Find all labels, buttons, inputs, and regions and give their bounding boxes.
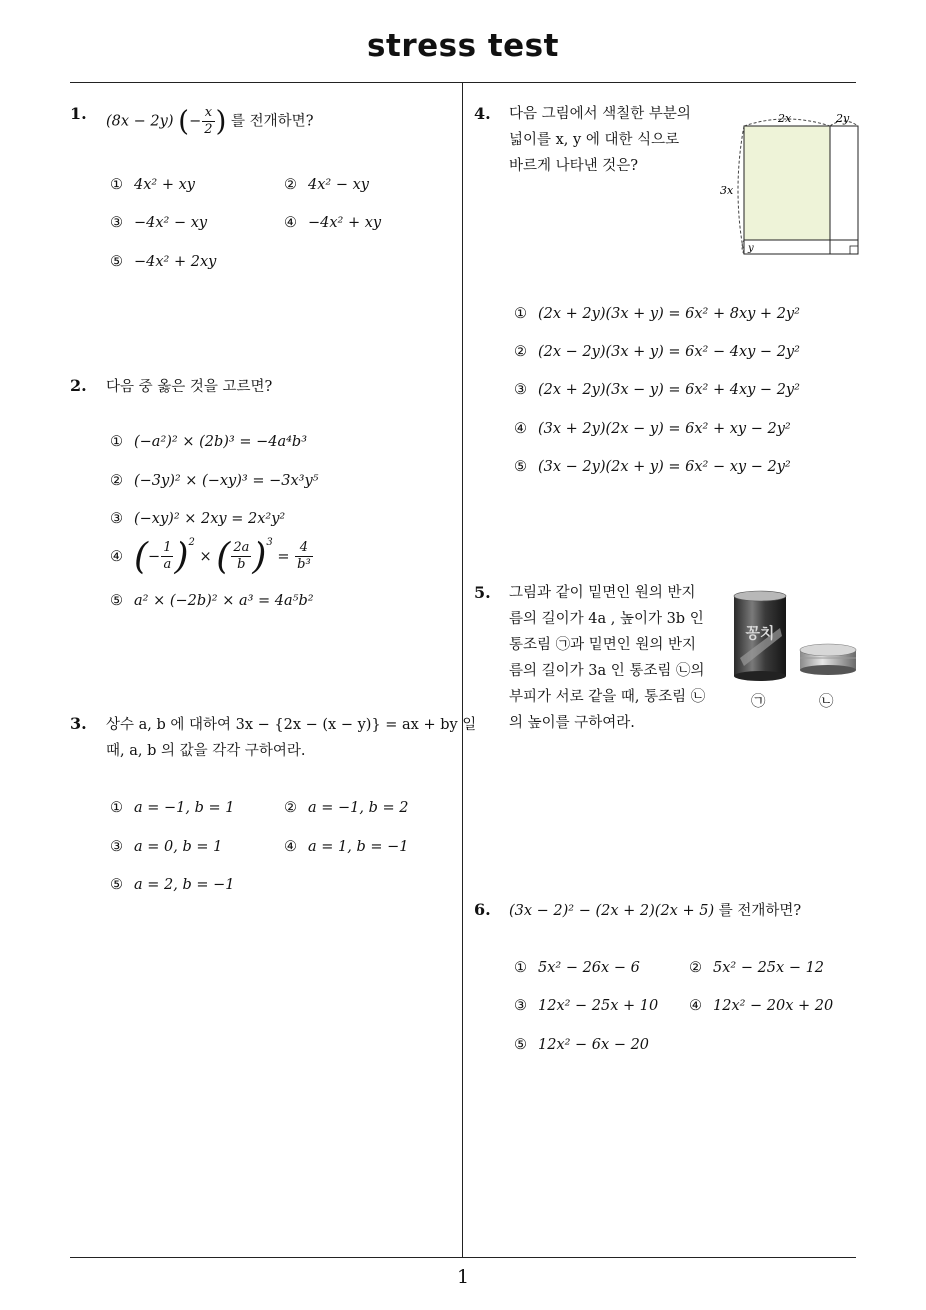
q1-option-5[interactable]: ⑤ −4x² + 2xy xyxy=(110,254,217,270)
q3-option-4[interactable]: ④ a = 1, b = −1 xyxy=(284,839,409,855)
q6-option-4[interactable]: ④ 12x² − 20x + 20 xyxy=(689,998,834,1014)
q5-can-label-1: ㉠ xyxy=(751,694,766,710)
q5-stem: 그림과 같이 밑면인 원의 반지 름의 길이가 4a , 높이가 3b 인 통조림 ㉠과 밑면인 원의 반지 름의 길이가 3a 인 통조림 ㉡의 부피가 서로 같을 때, 통조림 ㉡ 의 높이를 구하여라. xyxy=(509,585,706,731)
q4-label-bottom: y xyxy=(748,243,754,254)
q4-option-1[interactable]: ① (2x + 2y)(3x + y) = 6x² + 8xy + 2y² xyxy=(514,306,800,322)
q3-option-5[interactable]: ⑤ a = 2, b = −1 xyxy=(110,877,235,893)
q2-option-4[interactable]: ④ (− $\frac{1}{a}$ )$^2$ × ( $\frac{2a}{b}$ )$^3$ = $\frac{4}{\text{b³}}$ xyxy=(110,536,311,577)
q4-stem: 다음 그림에서 색칠한 부분의 넓이를 x, y 에 대한 식으로 바르게 나타낸 것은? xyxy=(509,106,691,174)
q4-label-top1: 2x xyxy=(778,112,792,125)
q1-frac-num: x xyxy=(202,105,214,122)
svg-text:꽁치: 꽁치 xyxy=(745,624,775,642)
page-number: 1 xyxy=(456,1266,470,1288)
q3-option-1[interactable]: ① a = −1, b = 1 xyxy=(110,800,235,816)
q4-label-top2: 2y xyxy=(836,112,850,125)
q4-option-2[interactable]: ② (2x − 2y)(3x + y) = 6x² − 4xy − 2y² xyxy=(514,344,800,360)
q6-number: 6. xyxy=(474,900,491,919)
q1-option-1[interactable]: ① 4x² + xy xyxy=(110,177,195,193)
q1-frac-den: 2 xyxy=(204,122,213,137)
q4-number: 4. xyxy=(474,104,491,123)
q2-option-2[interactable]: ② (−3y)² × (−xy)³ = −3x³y⁵ xyxy=(110,473,319,489)
q6-option-1[interactable]: ① 5x² − 26x − 6 xyxy=(514,960,640,976)
q6-option-5[interactable]: ⑤ 12x² − 6x − 20 xyxy=(514,1037,650,1053)
page-title: stress test xyxy=(367,28,559,64)
q5-number: 5. xyxy=(474,583,491,602)
q1-stem-prefix: (8x − 2y) xyxy=(106,113,174,130)
q6-stem: (3x − 2)² − (2x + 2)(2x + 5) 를 전개하면? xyxy=(509,903,802,919)
q2-stem: 다음 중 옳은 것을 고르면? xyxy=(106,379,273,395)
q6-option-2[interactable]: ② 5x² − 25x − 12 xyxy=(689,960,825,976)
q1-option-3[interactable]: ③ −4x² − xy xyxy=(110,215,208,231)
q2-option-3[interactable]: ③ (−xy)² × 2xy = 2x²y² xyxy=(110,511,286,527)
q1-option-4[interactable]: ④ −4x² + xy xyxy=(284,215,382,231)
q4-shaded-region xyxy=(744,126,830,240)
short-can-icon xyxy=(800,644,856,675)
q2-option-1[interactable]: ① (−a²)² × (2b)³ = −4a⁴b³ xyxy=(110,434,308,450)
q3-stem: 상수 a, b 에 대하여 3x − {2x − (x − y)} = ax + by 일 때, a, b 의 값을 각각 구하여라. xyxy=(106,717,477,759)
q4-rectangle-figure xyxy=(716,106,862,262)
q3-option-2[interactable]: ② a = −1, b = 2 xyxy=(284,800,409,816)
footer-rule xyxy=(70,1257,856,1258)
q2-number: 2. xyxy=(70,376,87,395)
q3-number: 3. xyxy=(70,714,87,733)
q4-label-left: 3x xyxy=(720,184,734,197)
column-divider xyxy=(462,82,463,1258)
q1-option-2[interactable]: ② 4x² − xy xyxy=(284,177,369,193)
q1-stem: (8x − 2y) (− $\frac{x}{2}$ ) 를 전개하면? xyxy=(106,104,314,138)
q6-option-3[interactable]: ③ 12x² − 25x + 10 xyxy=(514,998,659,1014)
q1-number: 1. xyxy=(70,104,87,123)
q2-option-5[interactable]: ⑤ a² × (−2b)² × a³ = 4a⁵b² xyxy=(110,593,314,609)
q4-option-4[interactable]: ④ (3x + 2y)(2x − y) = 6x² + xy − 2y² xyxy=(514,421,791,437)
q4-option-5[interactable]: ⑤ (3x − 2y)(2x + y) = 6x² − xy − 2y² xyxy=(514,459,791,475)
q1-stem-suffix: 를 전개하면? xyxy=(231,113,314,130)
tall-can-icon xyxy=(734,591,786,681)
q3-option-3[interactable]: ③ a = 0, b = 1 xyxy=(110,839,223,855)
q5-cans-image xyxy=(728,588,862,686)
header-rule xyxy=(70,82,856,83)
q4-option-3[interactable]: ③ (2x + 2y)(3x − y) = 6x² + 4xy − 2y² xyxy=(514,382,800,398)
q5-can-label-2: ㉡ xyxy=(819,694,834,710)
